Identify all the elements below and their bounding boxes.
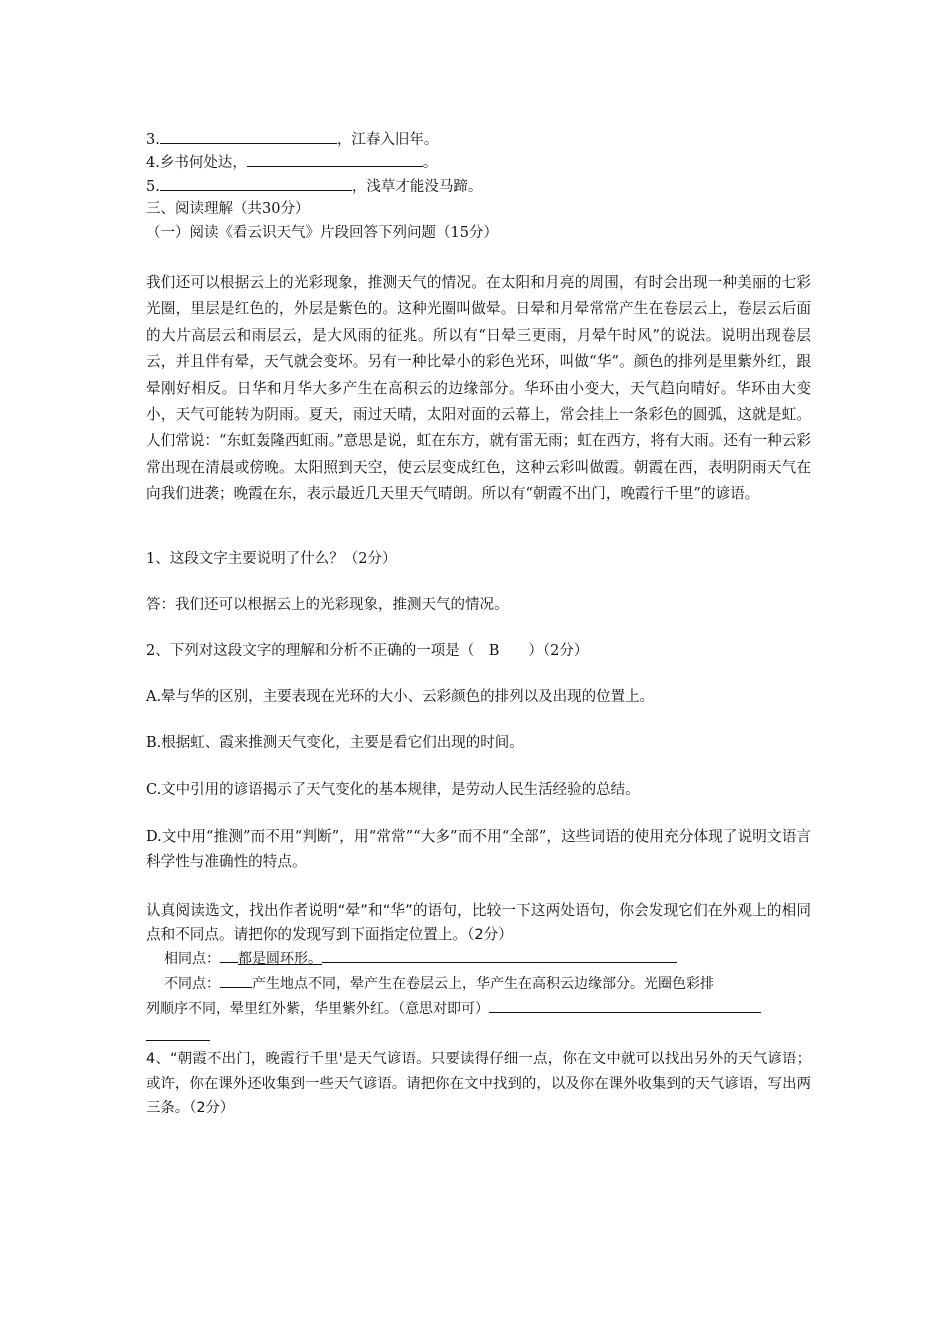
answer-blank: [220, 947, 238, 963]
fill-blank-line-3: [146, 128, 438, 151]
fill-blank-suffix: ，浅草才能没马蹄。: [351, 179, 483, 195]
reading-passage: 我们还可以根据云上的光彩现象，推测天气的情况。在太阳和月亮的周围，有时会出现一种美丽的七彩光圈，里层是红色的，外层是紫色的。这种光圈叫做晕。日晕和月晕常常产生在卷层云上，卷层云后面的大片高层云和雨层云，是大风雨的征兆。所以有“日晕三更雨，月晕午时风”的说法。说明出现卷层云，并且伴有晕，天气就会变坏。另有一种比晕小的彩色光环，叫做“华”。颜色的排列是里紫外红，跟晕刚好相反。日华和月华大多产生在高积云的边缘部分。华环由小变大，天气趋向晴好。华环由大变小，天气可能转为阴雨。夏天，雨过天晴，太阳对面的云幕上，常会挂上一条彩色的圆弧，这就是虹。人们常说：“东虹轰隆西虹雨。”意思是说，虹在东方，就有雷无雨；虹在西方，将有大雨。还有一种云彩常出现在清晨或傍晚。太阳照到天空，使云层变成红色，这种云彩叫做霞。朝霞在西，表明阴雨天气在向我们进袭；晚霞在东，表示最近几天里天气晴朗。所以有“朝霞不出门，晚霞行千里”的谚语。: [146, 274, 811, 503]
section-title: 三、阅读理解（共30分）: [146, 201, 310, 217]
question-4: 4、“朝霞不出门，晚霞行千里'是天气谚语。只要读得仔细一点，你在文中就可以找出另外的天气谚语；或许，你在课外还收集到一些天气谚语。请把你在文中找到的，以及你在课外收集到的天气谚语，写出两三条。（2分）: [146, 1051, 811, 1117]
option-a: A.晕与华的区别，主要表现在光环的大小、云彩颜色的排列以及出现的位置上。: [146, 689, 655, 705]
diff-point-answer-1: 产生地点不同，晕产生在卷层云上，华产生在高积云边缘部分。光圈色彩排: [252, 976, 714, 992]
option-c: C.文中引用的谚语揭示了天气变化的基本规律，是劳动人民生活经验的总结。: [146, 782, 640, 798]
diff-point-line-2: [146, 997, 761, 1020]
answer-blank: [160, 175, 352, 191]
option-b: B.根据虹、霞来推测天气变化，主要是看它们出现的时间。: [146, 735, 524, 751]
answer-blank: [322, 947, 677, 963]
fill-blank-prefix: 5.: [146, 179, 160, 195]
diff-point-line: [164, 972, 714, 995]
same-point-label: 相同点：: [164, 951, 220, 967]
subsection-title: （一）阅读《看云识天气》片段回答下列问题（15分）: [146, 225, 498, 241]
option-d: D.文中用“推测”而不用“判断”，用“常常”“大多”而不用“全部”，这些词语的使用充分体现了说明文语言科学性与准确性的特点。: [146, 828, 811, 870]
fill-blank-line-4: [146, 151, 437, 174]
fill-blank-prefix: 3.: [146, 132, 160, 148]
diff-point-label: 不同点：: [164, 976, 220, 992]
fill-blank-suffix: 。: [422, 155, 438, 171]
answer-1: 答：我们还可以根据云上的光彩现象，推测天气的情况。: [146, 597, 509, 613]
same-point-line: [164, 947, 677, 970]
fill-blank-prefix: 4.乡书何处达，: [146, 155, 247, 171]
diff-point-answer-2: 列顺序不同，晕里红外紫，华里紫外红。（意思对即可）: [146, 1001, 489, 1017]
answer-blank-continuation: [146, 1040, 210, 1041]
answer-blank: [220, 972, 252, 988]
question-1: 1、这段文字主要说明了什么？（2分）: [146, 551, 397, 567]
question-3: 认真阅读选文，找出作者说明“晕”和“华”的语句，比较一下这两处语句，你会发现它们在外观上的相同点和不同点。请把你的发现写到下面指定位置上。（2分）: [146, 902, 811, 943]
answer-blank: [489, 997, 761, 1013]
answer-blank: [160, 128, 337, 144]
same-point-answer: 都是圆环形。: [238, 951, 322, 967]
answer-blank: [247, 151, 423, 167]
fill-blank-line-5: [146, 175, 482, 198]
question-2: 2、下列对这段文字的理解和分析不正确的一项是（ B ）（2分）: [146, 643, 589, 659]
fill-blank-suffix: ，江春入旧年。: [336, 132, 439, 148]
